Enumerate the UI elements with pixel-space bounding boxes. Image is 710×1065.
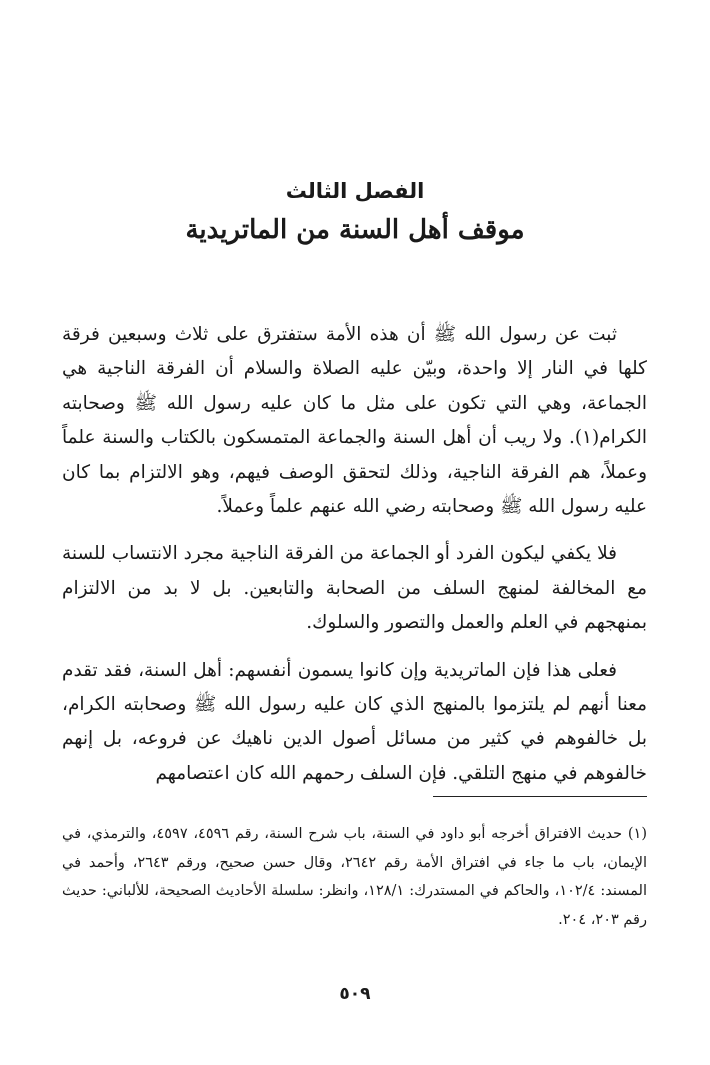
footnote: (١) حديث الافتراق أخرجه أبو داود في السنة، باب شرح السنة، رقم ٤٥٩٦، ٤٥٩٧، والترمذي، في الإيمان، باب ما جاء في افتراق الأمة رقم ٢٦٤٢، وقال حسن صحيح، ورقم ٢٦٤٣، وأحمد في المسند: ١٠٢/٤، والحاكم في المستدرك: ١٢٨/١، وانظر: سلسلة الأحاديث الصحيحة، للألباني: حديث رقم ٢٠٣، ٢٠٤. xyxy=(62,826,648,928)
paragraph: فعلى هذا فإن الماتريدية وإن كانوا يسمون أنفسهم: أهل السنة، فقد تقدم معنا أنهم لم يلتزموا بالمنهج الذي كان عليه رسول الله ﷺ وصحابته الكرام، بل خالفوهم في كثير من مسائل أصول الدين ناهيك عن فروعه، بل إنهم خالفوهم في منهج التلقي. فإن السلف رحمهم الله كان اعتصامهم xyxy=(62,659,647,784)
paragraph: ثبت عن رسول الله ﷺ أن هذه الأمة ستفترق على ثلاث وسبعين فرقة كلها في النار إلا واحدة، وبيّن عليه الصلاة والسلام أن الفرقة الناجية هي الجماعة، وهي التي تكون على مثل ما كان عليه رسول الله ﷺ وصحابته الكرام(١). ولا ريب أن أهل السنة والجماعة المتمسكون بالكتاب والسنة علماً وعملاً، هم الفرقة الناجية، وذلك لتحقق الوصف فيهم، وهو الالتزام بما كان عليه رسول الله ﷺ وصحابته رضي الله عنهم علماً وعملاً. xyxy=(62,324,647,518)
body-text xyxy=(62,318,647,804)
footnote-divider xyxy=(433,796,647,797)
chapter-title: موقف أهل السنة من الماتريدية xyxy=(185,215,525,245)
page-number: ٥٠٩ xyxy=(339,984,371,1004)
paragraph: فلا يكفي ليكون الفرد أو الجماعة من الفرقة الناجية مجرد الانتساب للسنة مع المخالفة لمنهج السلف من الصحابة والتابعين. بل لا بد من الالتزام بمنهجهم في العلم والعمل والتصور والسلوك. xyxy=(62,543,647,634)
chapter-label: الفصل الثالث xyxy=(285,179,425,203)
footnotes xyxy=(62,820,647,934)
